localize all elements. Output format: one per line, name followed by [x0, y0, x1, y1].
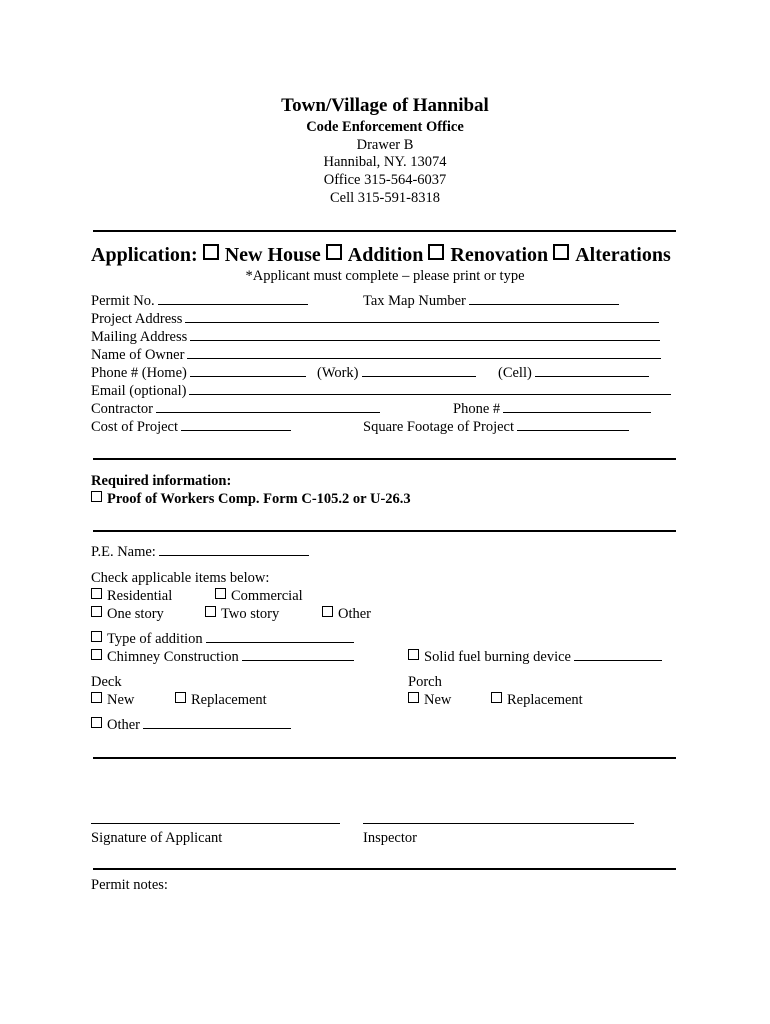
- sqft-field[interactable]: Square Footage of Project: [363, 418, 629, 436]
- form-title: Town/Village of Hannibal: [281, 95, 489, 116]
- tax-map-field[interactable]: Tax Map Number: [363, 292, 619, 310]
- checkbox-icon: [203, 244, 219, 260]
- contractor-field[interactable]: Contractor: [91, 400, 380, 418]
- checkbox-icon: [408, 649, 419, 660]
- checkbox-other-story[interactable]: Other: [322, 605, 371, 623]
- checkbox-solid-fuel[interactable]: Solid fuel burning device: [408, 648, 662, 666]
- checkbox-icon: [91, 491, 102, 502]
- checkbox-residential[interactable]: Residential: [91, 587, 172, 605]
- checkbox-workers-comp[interactable]: Proof of Workers Comp. Form C-105.2 or U-26.3: [91, 490, 411, 508]
- divider: [93, 458, 676, 460]
- checkbox-porch-new[interactable]: New: [408, 691, 451, 709]
- checkbox-one-story[interactable]: One story: [91, 605, 164, 623]
- checkbox-icon: [175, 692, 186, 703]
- checkbox-icon: [428, 244, 444, 260]
- application-label: Application:: [91, 244, 198, 266]
- checkbox-new-house[interactable]: New House: [203, 244, 321, 266]
- mailing-address-field[interactable]: Mailing Address: [91, 328, 660, 346]
- checkbox-icon: [91, 649, 102, 660]
- checkbox-commercial[interactable]: Commercial: [215, 587, 303, 605]
- permit-notes-label: Permit notes:: [91, 877, 168, 893]
- inspector-signature-line[interactable]: [363, 823, 634, 824]
- pe-name-field[interactable]: P.E. Name:: [91, 543, 309, 561]
- checkbox-two-story[interactable]: Two story: [205, 605, 279, 623]
- checkbox-deck-replacement[interactable]: Replacement: [175, 691, 267, 709]
- porch-label: Porch: [408, 674, 442, 690]
- cost-field[interactable]: Cost of Project: [91, 418, 291, 436]
- divider: [93, 230, 676, 232]
- checkbox-icon: [91, 692, 102, 703]
- phone-work-field[interactable]: (Work): [317, 364, 476, 382]
- divider: [93, 868, 676, 870]
- checkbox-icon: [408, 692, 419, 703]
- permit-no-field[interactable]: Permit No.: [91, 292, 308, 310]
- checkbox-icon: [91, 631, 102, 642]
- phone-cell-field[interactable]: (Cell): [498, 364, 649, 382]
- applicant-signature-label: Signature of Applicant: [91, 830, 223, 846]
- checkbox-addition[interactable]: Addition: [326, 244, 424, 266]
- checkbox-icon: [91, 717, 102, 728]
- applicant-signature-line[interactable]: [91, 823, 340, 824]
- project-address-field[interactable]: Project Address: [91, 310, 659, 328]
- check-heading: Check applicable items below:: [91, 570, 270, 586]
- checkbox-icon: [326, 244, 342, 260]
- checkbox-icon: [91, 606, 102, 617]
- inspector-signature-label: Inspector: [363, 830, 417, 846]
- checkbox-type-addition[interactable]: Type of addition: [91, 630, 354, 648]
- city-address: Hannibal, NY. 13074: [323, 154, 447, 170]
- checkbox-icon: [215, 588, 226, 599]
- phone-home-field[interactable]: Phone # (Home): [91, 364, 306, 382]
- application-types: [91, 243, 671, 267]
- checkbox-icon: [491, 692, 502, 703]
- owner-name-field[interactable]: Name of Owner: [91, 346, 661, 364]
- checkbox-chimney[interactable]: Chimney Construction: [91, 648, 354, 666]
- checkbox-renovation[interactable]: Renovation: [428, 244, 548, 266]
- checkbox-icon: [553, 244, 569, 260]
- deck-label: Deck: [91, 674, 122, 690]
- checkbox-porch-replacement[interactable]: Replacement: [491, 691, 583, 709]
- office-phone: Office 315-564-6037: [323, 172, 447, 188]
- office-name: Code Enforcement Office: [306, 119, 464, 135]
- applicant-note: *Applicant must complete – please print or type: [245, 268, 525, 284]
- cell-phone: Cell 315-591-8318: [330, 190, 440, 206]
- checkbox-other[interactable]: Other: [91, 716, 291, 734]
- required-heading: Required information:: [91, 473, 232, 489]
- checkbox-alterations[interactable]: Alterations: [553, 244, 671, 266]
- drawer: Drawer B: [356, 137, 414, 153]
- contractor-phone-field[interactable]: Phone #: [453, 400, 651, 418]
- divider: [93, 757, 676, 759]
- divider: [93, 530, 676, 532]
- checkbox-icon: [322, 606, 333, 617]
- checkbox-icon: [205, 606, 216, 617]
- email-field[interactable]: Email (optional): [91, 382, 671, 400]
- checkbox-icon: [91, 588, 102, 599]
- checkbox-deck-new[interactable]: New: [91, 691, 134, 709]
